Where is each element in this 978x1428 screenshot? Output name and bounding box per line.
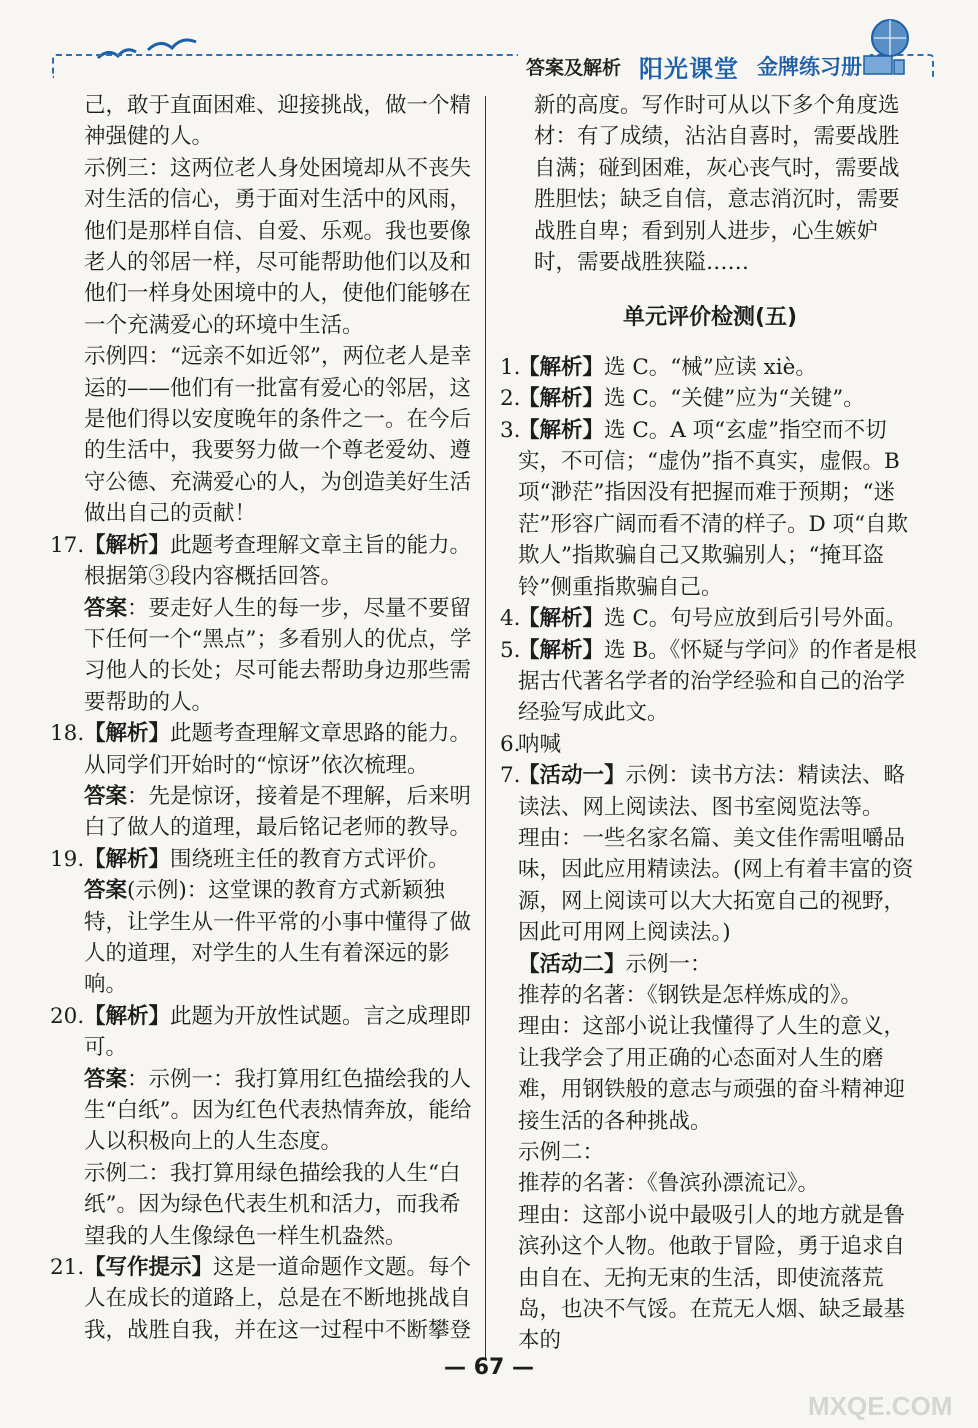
question-4 — [500, 603, 920, 634]
analysis-tag: 【解析】 — [84, 532, 171, 558]
answer-20-example-two: 示例二：我打算用绿色描绘我的人生“白纸”。因为绿色代表生机和活力，而我希望我的人生像绿色一样生机盎然。 — [84, 1160, 461, 1249]
question-18 — [50, 718, 472, 781]
header-title-group — [518, 48, 870, 84]
question-number: 20. — [50, 1003, 85, 1029]
question-number: 21. — [50, 1255, 85, 1281]
analysis-text: 选 C。A 项“玄虚”指空而不切实，不可信；“虚伪”指不真实，虚假。B 项“渺茫”指因没有把握而难于预期；“迷茫”形容广阔而看不清的样子。D 项“自欺欺人”指欺骗自己又欺骗别人；“掩耳盗铃”侧重指欺骗自己。 — [518, 417, 909, 600]
watermark-text: MXQE.COM — [808, 1391, 953, 1421]
answer-17 — [50, 593, 472, 719]
question-17 — [50, 530, 472, 593]
reason-book-two: 理由：这部小说中最吸引人的地方就是鲁滨孙这个人物。他敢于冒险，勇于追求自由自在、无拘无束的生活，即使流落荒岛，也决不气馁。在荒无人烟、缺乏最基本的 — [518, 1202, 906, 1354]
analysis-tag: 【解析】 — [84, 1003, 171, 1029]
activity-two — [500, 949, 920, 980]
reason-book-one: 理由：这部小说让我懂得了人生的意义，让我学会了用正确的心态面对人生的磨难，用钢铁般的意志与顽强的奋斗精神迎接生活的各种挑战。 — [518, 1014, 906, 1134]
question-number: 6. — [500, 731, 521, 757]
watermark-logo — [798, 1355, 968, 1425]
analysis-tag: 【解析】 — [84, 846, 171, 872]
activity-one-text: 示例：读书方法：精读法、略读法、网上阅读法、图书室阅览法等。 — [518, 763, 906, 820]
answer-18 — [50, 781, 472, 844]
analysis-tag: 【解析】 — [518, 386, 605, 412]
question-number: 17. — [50, 532, 85, 558]
example-four: 示例四：“远亲不如近邻”，两位老人是幸运的——他们有一批富有爱心的邻居，这是他们得以安度晚年的条件之一。在今后的生活中，我要努力做一个尊老爱幼、遵守公德、充满爱心的人，为创造美好生活做出自己的贡献！ — [84, 344, 472, 527]
answer-text: (示例)：这堂课的教育方式新颖独特，让学生从一件平常的小事中懂得了做人的道理，对学生的人生有着深远的影响。 — [84, 878, 472, 998]
question-number: 19. — [50, 846, 85, 872]
analysis-tag: 【解析】 — [518, 606, 605, 632]
answer-label: 答案 — [84, 878, 128, 904]
continued-writing-tip: 新的高度。写作时可从以下多个角度选材：有了成绩，沾沾自喜时，需要战胜自满；碰到困难，灰心丧气时，需要战胜胆怯；缺乏自信，意志消沉时，需要战胜自卑；看到别人进步，心生嫉妒时，需要战胜狭隘…… — [534, 93, 900, 276]
header-brand: 阳光课堂 — [639, 54, 739, 83]
analysis-text: 此题为开放性试题。言之成理即可。 — [84, 1003, 472, 1061]
analysis-text: 此题考查理解文章主旨的能力。根据第③段内容概括回答。 — [84, 532, 472, 590]
question-number: 18. — [50, 721, 85, 747]
header-section: 答案及解析 — [525, 56, 621, 79]
activity-one-tag: 【活动一】 — [518, 763, 626, 789]
question-20 — [50, 1001, 472, 1064]
question-19 — [50, 844, 472, 875]
continued-paragraph: 己，敢于直面困难、迎接挑战，做一个精神强健的人。 — [84, 93, 472, 150]
writing-tip-text: 这是一道命题作文题。每个人在成长的道路上，总是在不断地挑战自我，战胜自我，并在这一过程中不断攀登 — [84, 1255, 472, 1343]
question-21 — [50, 1252, 472, 1346]
section-title: 单元评价检测(五) — [622, 305, 798, 331]
analysis-text: 选 C。句号应放到后引号外面。 — [604, 606, 907, 632]
question-2 — [500, 383, 920, 414]
question-7 — [500, 760, 920, 823]
column-divider — [485, 96, 486, 1358]
question-5 — [500, 635, 920, 729]
question-number: 3. — [500, 417, 521, 443]
analysis-text: 围绕班主任的教育方式评价。 — [170, 846, 450, 872]
answer-label: 答案 — [84, 783, 128, 809]
analysis-text: 此题考查理解文章思路的能力。从同学们开始时的“惊讶”依次梳理。 — [84, 721, 472, 778]
question-6 — [500, 729, 920, 760]
question-1 — [500, 352, 920, 383]
analysis-text: 选 B。《怀疑与学问》的作者是根据古代著名学者的治学经验和自己的治学经验写成此文。 — [518, 637, 917, 726]
analysis-text: 选 C。“关健”应为“关键”。 — [604, 386, 865, 412]
analysis-tag: 【解析】 — [518, 637, 605, 663]
answer-19 — [50, 875, 472, 1001]
left-column — [50, 90, 472, 1346]
analysis-tag: 【解析】 — [518, 354, 605, 380]
recommended-book-two: 推荐的名著：《鲁滨孙漂流记》。 — [518, 1171, 820, 1197]
header-subtitle: 金牌练习册 — [757, 55, 862, 79]
analysis-tag: 【解析】 — [84, 721, 171, 747]
example-two-label: 示例二： — [518, 1140, 605, 1165]
activity-two-tag: 【活动二】 — [518, 951, 626, 977]
recommended-book-one: 推荐的名著：《钢铁是怎样炼成的》。 — [518, 982, 863, 1008]
question-number: 2. — [500, 386, 521, 412]
answer-text: ：要走好人生的每一步，尽量不要留下任何一个“黑点”；多看别人的优点，学习他人的长处；尽可能去帮助身边那些需要帮助的人。 — [84, 595, 472, 715]
answer-20 — [50, 1064, 472, 1158]
answer-label: 答案 — [84, 1066, 128, 1092]
answer-text: ：先是惊讶，接着是不理解，后来明白了做人的道理，最后铭记老师的教导。 — [84, 783, 472, 841]
answer-text: ：示例一：我打算用红色描绘我的人生“白纸”。因为红色代表热情奔放，能给人以积极向上的人生态度。 — [84, 1066, 472, 1155]
answer-text: 呐喊 — [518, 731, 562, 757]
question-number: 1. — [500, 354, 521, 380]
globe-telescope-icon — [850, 10, 920, 80]
analysis-tag: 【解析】 — [518, 417, 605, 443]
page-number: — 67 — — [444, 1355, 534, 1380]
question-number: 7. — [500, 763, 521, 789]
right-column — [500, 90, 920, 1357]
question-number: 4. — [500, 606, 521, 632]
question-3 — [500, 415, 920, 603]
analysis-text: 选 C。“械”应读 xiè。 — [604, 354, 817, 380]
activity-one-reason: 理由：一些名家名篇、美文佳作需咀嚼品味，因此应用精读法。(网上有着丰富的资源，网上阅读可以大大拓宽自己的视野，因此可用网上阅读法。) — [518, 825, 914, 946]
answer-label: 答案 — [84, 595, 128, 621]
question-number: 5. — [500, 637, 521, 663]
activity-two-text: 示例一： — [625, 951, 712, 977]
example-three: 示例三：这两位老人身处困境却从不丧失对生活的信心，勇于面对生活中的风雨，他们是那样自信、自爱、乐观。我也要像老人的邻居一样，尽可能帮助他们以及和他们一样身处困境中的人，使他们能够在一个充满爱心的环境中生活。 — [84, 155, 472, 338]
writing-tip-tag: 【写作提示】 — [84, 1255, 214, 1281]
page-header — [40, 10, 940, 82]
